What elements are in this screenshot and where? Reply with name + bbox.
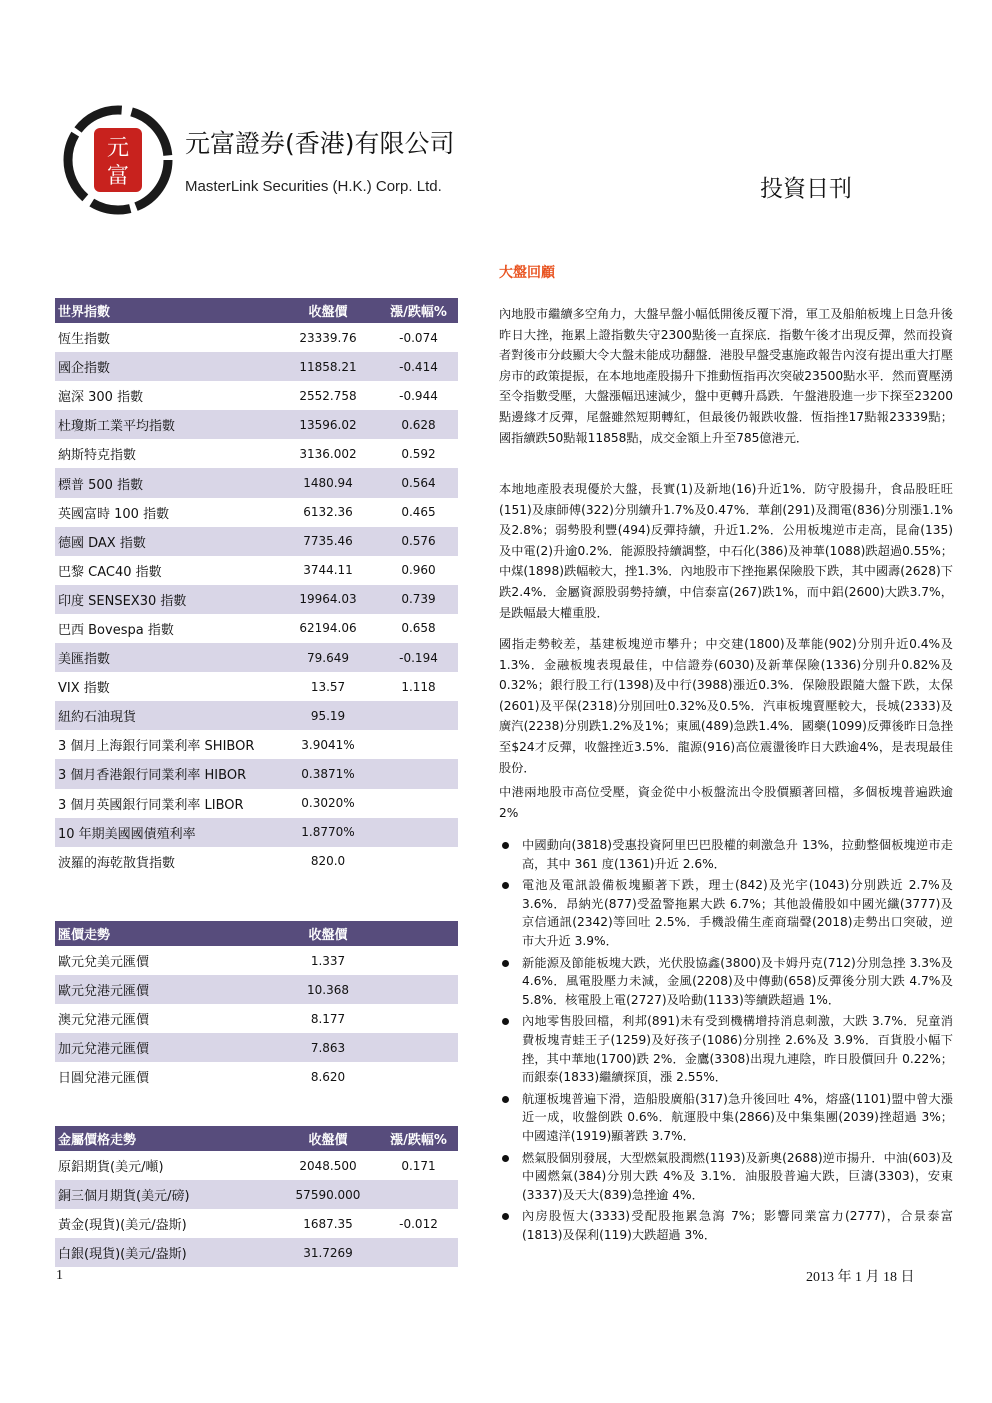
list-item (499, 954, 953, 1010)
company-logo (62, 104, 174, 216)
bullet-text: 電池及電訊設備板塊顯著下跌，理士(842)及光宇(1043)分別跌近 2.7%及 3.6%．昂納光(877)受盈警拖累大跌 6.7%；其他設備股如中國光纖(3777)及京信通訊(2342)等回吐 2.5%．手機設備生產商瑞聲(2018)走勢出口突破，逆市大升近 3.9%． (522, 878, 953, 948)
table-body (55, 946, 458, 1091)
bullet-icon (502, 1018, 509, 1025)
row-close: 1480.94 (303, 476, 353, 491)
list-item (499, 1012, 953, 1086)
row-close: 79.649 (307, 650, 349, 665)
row-name: 加元兌港元匯價 (58, 1042, 150, 1058)
row-name: 銅三個月期貨(美元/磅) (58, 1189, 190, 1205)
row-name: 白銀(現貨)(美元/盎斯) (58, 1247, 187, 1263)
row-close: 23339.76 (299, 330, 357, 345)
table-body (55, 1151, 458, 1267)
bullet-icon (502, 842, 509, 849)
row-close: 62194.06 (299, 621, 357, 636)
row-change: -0.074 (399, 330, 438, 345)
bullet-icon (502, 882, 509, 889)
row-name: 紐約石油現貨 (58, 710, 137, 726)
table-row (55, 1238, 458, 1267)
table-header (55, 298, 458, 323)
row-name: 巴黎 CAC40 指數 (58, 564, 162, 580)
row-name: 標普 500 指數 (58, 477, 144, 493)
table-row (55, 614, 458, 643)
table-row (55, 527, 458, 556)
report-title: 投資日刊 (760, 176, 852, 202)
row-name: 澳元兌港元匯價 (58, 1013, 150, 1029)
row-close: 1687.35 (303, 1216, 353, 1231)
row-name: 3 個月香港銀行同業利率 HIBOR (58, 768, 247, 784)
list-item (499, 876, 953, 950)
row-close: 7735.46 (303, 534, 353, 549)
table-row (55, 585, 458, 614)
company-name-cn: 元富證券(香港)有限公司 (185, 129, 455, 158)
row-close: 3744.11 (303, 563, 353, 578)
header-name: 匯價走勢 (58, 928, 111, 943)
bullet-text: 航運板塊普遍下滑，造船股廣船(317)急升後回吐 4%，熔盛(1101)盟中曾大漲近一成，收盤倒跌 0.6%．航運股中集(2866)及中集集團(2039)挫超過 3%；中國遠洋(1919)顯著跌 3.7%． (522, 1091, 953, 1143)
metals-table (55, 1126, 458, 1267)
row-change: 0.576 (401, 534, 436, 549)
row-change: 1.118 (401, 679, 436, 694)
row-name: 杜瓊斯工業平均指數 (58, 419, 176, 435)
row-name: 3 個月上海銀行同業利率 SHIBOR (58, 739, 255, 755)
row-name: 恆生指數 (58, 332, 111, 348)
row-close: 7.863 (310, 1040, 346, 1055)
row-name: 英國富時 100 指數 (58, 506, 170, 522)
row-change: -0.414 (399, 359, 438, 374)
row-close: 13596.02 (299, 417, 357, 432)
header-close: 收盤價 (308, 928, 348, 943)
row-close: 1.337 (310, 953, 346, 968)
market-paragraph-1: 內地股市繼續多空角力，大盤早盤小幅低開後反覆下滑，軍工及船舶板塊上日急升後昨日大挫，拖累上證指數失守2300點後一直探底．指數午後才出現反彈，然而投資者對後市分歧顯大令大盤未能成功翻盤．港股早盤受惠施政報告內沒有提出重大打壓房市的政策提振，在本地地產股揚升下推動恆指再次突破23500點水平．然而賣壓湧至令指數受壓，大盤漲幅迅速減少，盤中更轉升爲跌．午盤港股進一步下探至23200點邊緣才反彈，尾盤雖然短期轉紅，但最後仍報跌收盤．恆指挫17點報23339點；國指續跌50點報11858點，成交金額上升至785億港元． (499, 307, 953, 445)
table-header (55, 921, 458, 946)
report-date: 2013 年 1 月 18 日 (806, 1270, 915, 1285)
table-row (55, 975, 458, 1004)
list-item (499, 836, 953, 873)
table-row (55, 1033, 458, 1062)
bullet-text: 燃氣股個別發展，大型燃氣股潤燃(1193)及新奧(2688)逆市揚升．中油(603)及中國燃氣(384)分別大跌 4%及 3.1%．油服股普遍大跌，巨濤(3303)，安東(3337)及天大(839)急挫逾 4%． (522, 1150, 953, 1202)
row-name: 國企指數 (58, 361, 111, 377)
header-change: 漲/跌幅% (390, 305, 447, 320)
row-name: 波羅的海乾散貨指數 (58, 855, 176, 871)
table-row (55, 701, 458, 730)
table-row (55, 789, 458, 818)
row-close: 0.3871% (301, 766, 355, 781)
row-change: 0.739 (401, 592, 436, 607)
bullet-icon (502, 1096, 509, 1103)
table-row (55, 410, 458, 439)
row-name: VIX 指數 (58, 681, 110, 697)
row-change: 0.658 (401, 621, 436, 636)
table-row (55, 847, 458, 876)
table-header (55, 1126, 458, 1151)
row-name: 印度 SENSEX30 指數 (58, 593, 187, 609)
row-close: 3136.002 (299, 446, 357, 461)
logo-char-1: 元 (106, 136, 130, 161)
logo-char-2: 富 (106, 164, 130, 189)
row-name: 歐元兌美元匯價 (58, 955, 150, 971)
row-name: 美匯指數 (58, 652, 111, 668)
market-bullet-list (499, 836, 953, 1247)
list-item (499, 1207, 953, 1244)
bullet-text: 新能源及節能板塊大跌，光伏股協鑫(3800)及卡姆丹克(712)分別急挫 3.3%及 4.6%．風電股壓力未減，金風(2208)及中傳動(658)反彈後分別大跌 4.7%及 5.8%．核電股上電(2727)及哈動(1133)等續跌超過 1%． (522, 955, 953, 1007)
table-row (55, 1062, 458, 1091)
bullet-text: 內房股恆大(3333)受配股拖累急瀉 7%；影響同業富力(2777)，合景泰富(1813)及保利(119)大跌超過 3%． (522, 1209, 953, 1242)
bullet-icon (502, 1213, 509, 1220)
table-row (55, 439, 458, 468)
table-row (55, 759, 458, 788)
row-name: 日圓兌港元匯價 (58, 1071, 150, 1087)
row-change: 0.564 (401, 476, 436, 491)
market-paragraph-2: 本地地產股表現優於大盤，長實(1)及新地(16)升近1%．防守股揚升，食品股旺旺(151)及康師傅(322)分別續升1.7%及0.47%．華創(291)及潤電(836)分別漲1.1%及2.8%；弱勢股利豐(494)反彈持續，升近1.2%．公用板塊逆市走高，昆侖(135)及中電(2)升逾0.2%．能源股持續調整，中石化(386)及神華(1088)跌超過0.55%；中煤(1898)跌幅較大，挫1.3%．內地股市下挫拖累保險股下跌，其中國壽(2628)下跌2.4%．金屬資源股弱勢持續，中信泰富(267)跌1%，而中鋁(2600)大跌3.7%，是跌幅最大權重股． (499, 482, 953, 620)
table-row (55, 672, 458, 701)
header-close: 收盤價 (308, 1133, 348, 1148)
table-row (55, 498, 458, 527)
list-item (499, 1149, 953, 1205)
table-row (55, 352, 458, 381)
page-number: 1 (56, 1268, 63, 1283)
row-name: 德國 DAX 指數 (58, 535, 146, 551)
header-change: 漲/跌幅% (390, 1133, 447, 1148)
row-close: 2048.500 (299, 1158, 357, 1173)
row-close: 95.19 (310, 708, 346, 723)
table-row (55, 818, 458, 847)
header-name: 金屬價格走勢 (58, 1133, 137, 1148)
table-row (55, 643, 458, 672)
bullet-text: 中國動向(3818)受惠投資阿里巴巴股權的刺激急升 13%，拉動整個板塊逆市走高，其中 361 度(1361)升近 2.6%． (522, 838, 953, 871)
row-change: 0.592 (401, 446, 436, 461)
table-row (55, 730, 458, 759)
table-body (55, 323, 458, 876)
row-change: 0.171 (401, 1158, 436, 1173)
fx-table (55, 921, 458, 1091)
list-item (499, 1090, 953, 1146)
world-indices-table (55, 298, 458, 876)
row-close: 13.57 (310, 679, 346, 694)
market-review-title: 大盤回顧 (499, 265, 555, 281)
row-name: 納斯特克指數 (58, 448, 137, 464)
row-close: 820.0 (310, 854, 346, 869)
row-change: 0.960 (401, 563, 436, 578)
row-close: 10.368 (307, 982, 349, 997)
table-row (55, 1209, 458, 1238)
row-change: -0.012 (399, 1216, 438, 1231)
row-change: -0.194 (399, 650, 438, 665)
row-close: 57590.000 (295, 1187, 361, 1202)
market-paragraph-3: 國指走勢較差，基建板塊逆市攀升；中交建(1800)及華能(902)分別升近0.4%及1.3%．金融板塊表現最佳，中信證券(6030)及新華保險(1336)分別升0.82%及0.32%；銀行股工行(1398)及中行(3988)漲近0.3%．保險股跟隨大盤下跌，太保(2601)及平保(2318)分別回吐0.32%及0.5%．汽車板塊賣壓較大，長城(2333)及廣汽(2238)分別跌1.2%及1%；東風(489)急跌1.4%．國藥(1099)反彈後昨日急挫至$24才反彈，收盤挫近3.5%．龍源(916)高位震盪後昨日大跌逾4%，是表現最佳股份． (499, 637, 953, 775)
row-name: 3 個月英國銀行同業利率 LIBOR (58, 797, 244, 813)
row-name: 10 年期美國國債殖利率 (58, 826, 196, 842)
row-change: -0.944 (399, 388, 438, 403)
bullet-icon (502, 960, 509, 967)
row-name: 滬深 300 指數 (58, 390, 144, 406)
row-close: 31.7269 (303, 1245, 353, 1260)
row-change: 0.628 (401, 417, 436, 432)
bullet-text: 內地零售股回檔，利邦(891)未有受到機構增持消息刺激，大跌 3.7%．兒童消費板塊青蛙王子(1259)及好孩子(1086)分別挫 2.6%及 3.9%．百貨股小幅下挫，其中華地(1700)跌 2%．金鷹(3308)出現九連陰，昨日股價回升 0.22%；而銀泰(1833)繼續探頂，漲 2.55%． (522, 1014, 953, 1085)
table-row (55, 1180, 458, 1209)
table-row (55, 381, 458, 410)
table-row (55, 946, 458, 975)
row-close: 8.620 (310, 1069, 346, 1084)
company-name-en: MasterLink Securities (H.K.) Corp. Ltd. (185, 178, 442, 195)
row-change: 0.465 (401, 505, 436, 520)
table-row (55, 323, 458, 352)
row-close: 0.3020% (301, 796, 355, 811)
market-paragraph-4: 中港兩地股市高位受壓，資金從中小板盤流出令股價顯著回檔，多個板塊普遍跌逾 2% (499, 785, 953, 820)
table-row (55, 468, 458, 497)
bullet-icon (502, 1155, 509, 1162)
row-name: 歐元兌港元匯價 (58, 984, 150, 1000)
table-row (55, 556, 458, 585)
row-close: 2552.758 (299, 388, 357, 403)
row-close: 19964.03 (299, 592, 357, 607)
row-close: 8.177 (310, 1011, 346, 1026)
row-close: 3.9041% (301, 737, 355, 752)
header-name: 世界指數 (58, 305, 111, 320)
row-close: 6132.36 (303, 505, 353, 520)
header-close: 收盤價 (308, 305, 348, 320)
row-close: 11858.21 (299, 359, 357, 374)
table-row (55, 1004, 458, 1033)
row-close: 1.8770% (301, 825, 355, 840)
table-row (55, 1151, 458, 1180)
row-name: 巴西 Bovespa 指數 (58, 622, 174, 638)
row-name: 黃金(現貨)(美元/盎斯) (58, 1218, 187, 1234)
row-name: 原鋁期貨(美元/噸) (58, 1160, 164, 1176)
